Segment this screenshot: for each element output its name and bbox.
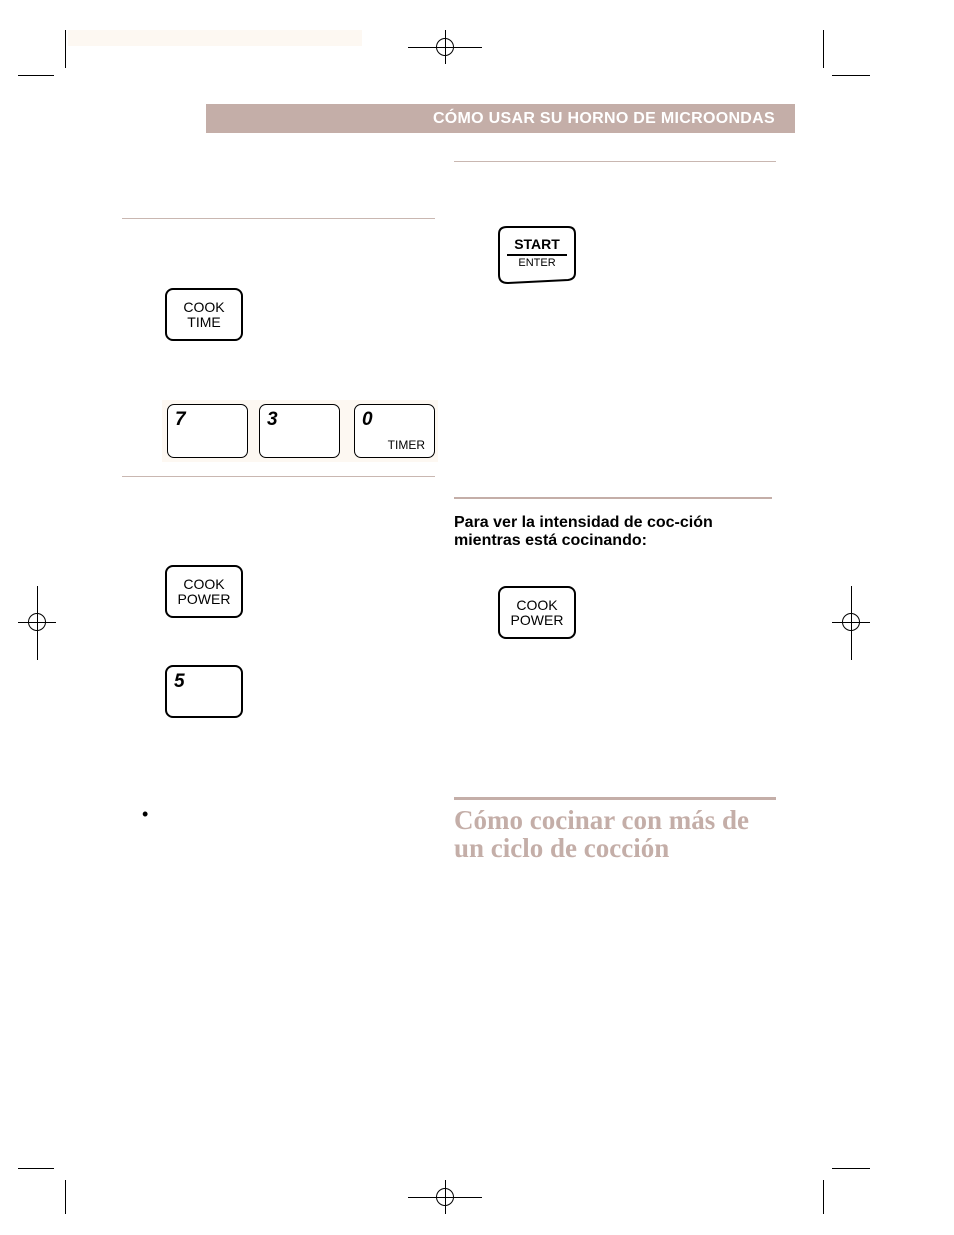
key-digit: 0 — [362, 409, 373, 430]
key-label: COOK — [183, 298, 225, 315]
crop-mark — [65, 1180, 66, 1214]
cook-power-key — [165, 565, 243, 618]
registration-mark — [28, 613, 46, 631]
divider — [454, 161, 776, 162]
start-enter-key — [498, 226, 576, 284]
registration-mark — [842, 613, 860, 631]
crop-mark — [18, 75, 54, 76]
number-key-7 — [167, 404, 248, 458]
key-label: COOK — [183, 575, 225, 592]
page-header — [206, 104, 795, 133]
divider — [122, 476, 435, 477]
header-title: CÓMO USAR SU HORNO DE MICROONDAS — [432, 109, 775, 127]
key-label: COOK — [516, 596, 558, 613]
divider — [454, 797, 776, 800]
cook-time-key — [165, 288, 243, 341]
crop-mark — [832, 75, 870, 76]
crop-mark — [823, 30, 824, 68]
top-color-strip — [68, 30, 362, 46]
divider — [454, 497, 772, 499]
key-label: START — [514, 236, 560, 252]
crop-mark — [65, 30, 66, 68]
key-label: POWER — [177, 590, 231, 607]
key-sublabel: TIMER — [387, 438, 425, 452]
cook-power-check-heading: Para ver la intensidad de coc-ción mientras está cocinando: — [454, 514, 713, 549]
key-digit: 5 — [174, 671, 185, 692]
key-label: TIME — [187, 313, 221, 330]
section-title: Cómo cocinar con más de un ciclo de cocción — [454, 805, 749, 863]
start-key-outline — [498, 226, 576, 284]
key-digit: 3 — [267, 409, 278, 430]
key-label: POWER — [510, 611, 564, 628]
crop-mark — [832, 1168, 870, 1169]
number-key-5 — [165, 665, 243, 718]
registration-mark — [436, 1188, 454, 1206]
crop-mark — [18, 1168, 54, 1169]
number-key-0 — [354, 404, 435, 458]
key-label: ENTER — [518, 257, 556, 269]
number-key-3 — [259, 404, 340, 458]
crop-mark — [823, 1180, 824, 1214]
bullet-point: • — [142, 804, 149, 824]
key-digit: 7 — [175, 409, 186, 430]
registration-mark — [436, 38, 454, 56]
divider — [122, 218, 435, 219]
cook-power-key — [498, 586, 576, 639]
